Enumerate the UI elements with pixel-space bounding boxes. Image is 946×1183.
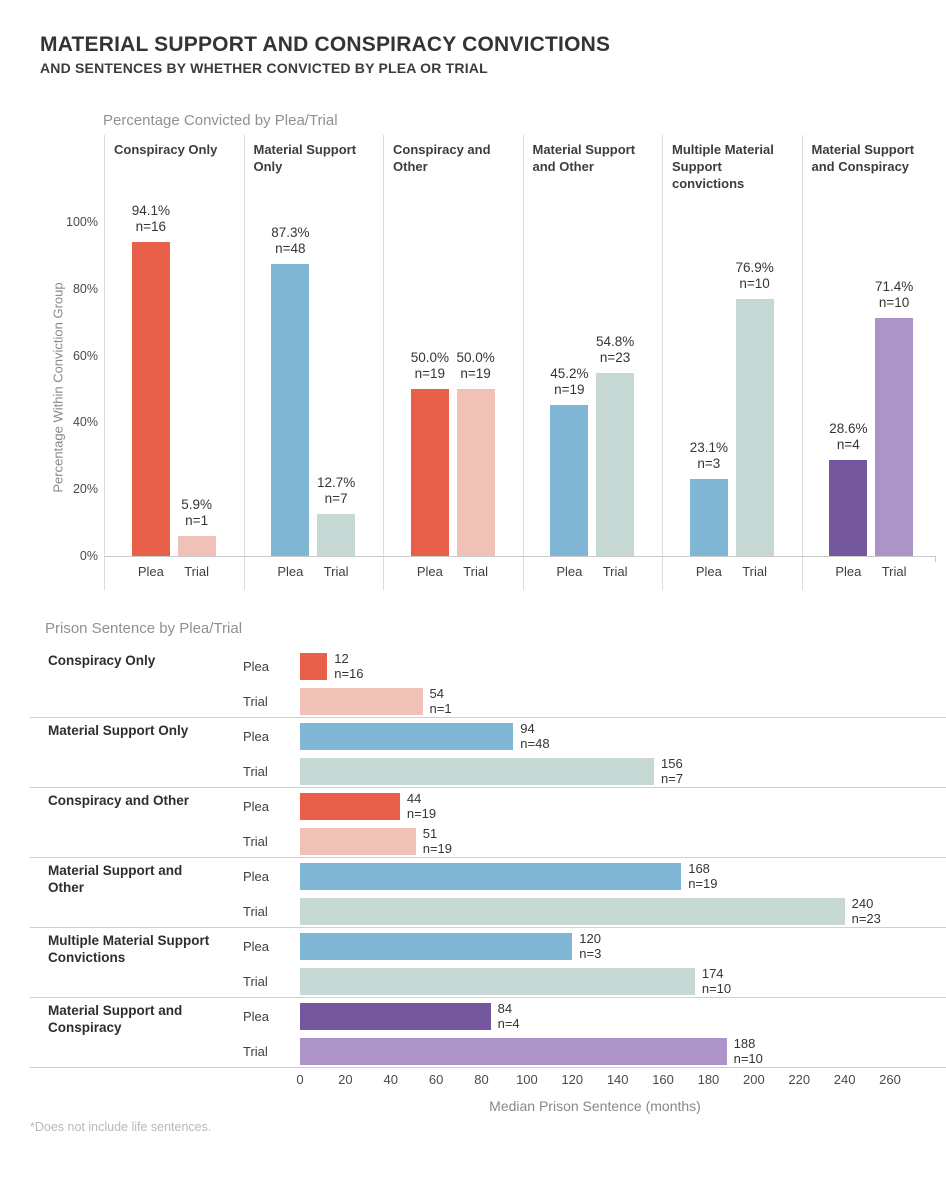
group-separator-line	[30, 787, 946, 788]
n-label: n=10	[701, 981, 732, 996]
trial-bar	[300, 1038, 727, 1065]
plea-bar	[300, 793, 400, 820]
n-label: n=19	[422, 841, 453, 856]
bar-value-label	[291, 475, 381, 507]
plea-bar	[300, 1003, 491, 1030]
x-tick-label: 120	[561, 1072, 584, 1087]
trial-bar	[300, 968, 695, 995]
x-tick-label: 200	[742, 1072, 765, 1087]
percent-label: 45.2%	[550, 366, 589, 382]
percent-label: 23.1%	[689, 439, 728, 455]
y-tick-label: 60%	[72, 348, 98, 363]
group-separator-line	[30, 1067, 946, 1068]
trial-axis-label: Trial	[742, 564, 768, 579]
plea-bar	[300, 933, 572, 960]
y-tick-label: 100%	[66, 215, 98, 229]
trial-row-label: Trial	[243, 834, 268, 849]
plea-axis-label: Plea	[556, 564, 583, 579]
bar-value-label	[334, 651, 363, 681]
bar-value-label	[407, 791, 436, 821]
plea-axis-label: Plea	[416, 564, 443, 579]
group-label: Multiple Material Support convictions	[672, 142, 774, 191]
group-label: Conspiracy Only	[114, 142, 218, 157]
plea-axis-label: Plea	[277, 564, 304, 579]
group-label: Material Support and Conspiracy	[811, 142, 915, 174]
n-label: n=19	[414, 366, 446, 381]
bar-value-label	[520, 721, 549, 751]
n-label: n=23	[851, 911, 881, 926]
trial-axis-label: Trial	[881, 564, 907, 579]
plea-bar	[550, 405, 588, 556]
x-axis-baseline	[104, 556, 936, 557]
n-label: n=7	[661, 771, 684, 786]
bar-value-label	[570, 334, 660, 366]
group-label: Material Support Only	[253, 142, 357, 174]
plea-bar	[300, 863, 681, 890]
plea-bar	[300, 653, 327, 680]
months-label: 188	[733, 1036, 756, 1051]
bar-value-label	[498, 1001, 520, 1031]
trial-axis-label: Trial	[184, 564, 210, 579]
months-label: 54	[429, 686, 444, 701]
group-separator-line	[30, 857, 946, 858]
plea-row-label: Plea	[243, 799, 270, 814]
x-tick-label: 100	[516, 1072, 538, 1087]
trial-bar	[875, 318, 913, 556]
group-separator-line	[30, 997, 946, 998]
row-category-label: Conspiracy and Other	[48, 793, 190, 808]
top-chart-title: Percentage Convicted by Plea/Trial	[103, 112, 338, 129]
plea-axis-label: Plea	[835, 564, 862, 579]
group-separator-line	[30, 717, 946, 718]
row-category-label: Multiple Material Support Convictions	[48, 933, 210, 965]
bottom-chart-title: Prison Sentence by Plea/Trial	[45, 620, 243, 637]
n-label: n=48	[275, 241, 306, 257]
n-label: n=1	[185, 513, 209, 529]
trial-bar	[317, 514, 355, 556]
plea-bar	[690, 479, 728, 556]
x-tick-label: 20	[338, 1072, 353, 1087]
top-chart-y-axis-title: Percentage Within Conviction Group	[50, 282, 66, 493]
x-tick-label: 0	[296, 1072, 304, 1087]
trial-row-label: Trial	[243, 1044, 268, 1059]
months-label: 51	[422, 826, 438, 841]
trial-bar	[300, 828, 416, 855]
trial-bar	[596, 373, 634, 556]
bar-value-label	[152, 497, 242, 529]
bar-value-label	[579, 931, 601, 961]
percent-label: 94.1%	[131, 202, 170, 218]
x-tick-label: 260	[879, 1072, 901, 1087]
n-label: n=23	[599, 349, 631, 365]
y-tick-label: 40%	[72, 415, 98, 430]
percent-label: 50.0%	[456, 350, 495, 365]
percent-label: 50.0%	[410, 350, 449, 365]
n-label: n=19	[554, 382, 585, 398]
percent-label: 71.4%	[874, 278, 914, 294]
percent-label: 76.9%	[735, 260, 774, 276]
bar-value-label	[849, 279, 939, 311]
x-tick-label: 140	[606, 1072, 629, 1087]
n-label: n=48	[520, 736, 550, 751]
plea-axis-label: Plea	[695, 564, 722, 579]
bar-value-label	[734, 1036, 763, 1066]
x-tick-label: 80	[474, 1072, 489, 1087]
n-label: n=16	[135, 218, 167, 234]
trial-bar	[300, 758, 654, 785]
trial-bar	[457, 389, 495, 556]
row-category-label: Conspiracy Only	[48, 653, 156, 668]
trial-row-label: Trial	[243, 694, 268, 709]
footnote: *Does not include life sentences.	[30, 1120, 212, 1134]
trial-bar	[736, 299, 774, 556]
plea-row-label: Plea	[243, 939, 270, 954]
bar-value-label	[688, 861, 717, 891]
trial-bar	[300, 688, 423, 715]
group-panel	[244, 135, 384, 590]
n-label: n=10	[878, 294, 910, 310]
x-tick-label: 180	[697, 1072, 720, 1087]
x-tick-label: 220	[788, 1072, 811, 1087]
bar-value-label	[430, 686, 452, 716]
months-label: 240	[851, 896, 874, 911]
plea-bar	[300, 723, 513, 750]
percent-label: 54.8%	[595, 333, 635, 349]
n-label: n=19	[406, 806, 437, 821]
bar-value-label	[423, 826, 452, 856]
plea-row-label: Plea	[243, 729, 270, 744]
trial-row-label: Trial	[243, 764, 268, 779]
page-title: MATERIAL SUPPORT AND CONSPIRACY CONVICTIONS	[40, 33, 611, 56]
bar-value-label	[661, 756, 683, 786]
x-tick-label: 160	[652, 1072, 674, 1087]
bar-value-label	[710, 260, 800, 292]
trial-axis-label: Trial	[602, 564, 628, 579]
x-axis-end-tick	[935, 556, 936, 562]
months-label: 168	[688, 861, 710, 876]
plea-row-label: Plea	[243, 659, 270, 674]
y-tick-label: 0%	[79, 549, 98, 563]
months-label: 174	[701, 966, 724, 981]
plea-row-label: Plea	[243, 869, 270, 884]
months-label: 156	[661, 756, 683, 771]
group-panel	[802, 135, 942, 590]
bar-value-label	[702, 966, 731, 996]
bar-value-label	[431, 350, 521, 382]
row-category-label: Material Support and Other	[48, 863, 183, 895]
percent-label: 28.6%	[829, 421, 868, 437]
trial-row-label: Trial	[243, 974, 268, 989]
trial-bar	[178, 536, 216, 556]
plea-row-label: Plea	[243, 1009, 270, 1024]
row-category-label: Material Support and Conspiracy	[48, 1003, 183, 1035]
trial-axis-label: Trial	[323, 564, 349, 579]
n-label: n=7	[324, 490, 348, 506]
y-tick-label: 80%	[72, 281, 98, 296]
n-label: n=16	[334, 666, 364, 681]
months-label: 120	[579, 931, 601, 946]
months-label: 84	[497, 1001, 513, 1016]
n-label: n=4	[836, 437, 860, 453]
months-label: 94	[520, 721, 535, 736]
page-subtitle: AND SENTENCES BY WHETHER CONVICTED BY PLEA OR TRIAL	[40, 60, 488, 76]
plea-bar	[411, 389, 449, 556]
n-label: n=10	[733, 1051, 763, 1066]
bar-value-label	[245, 225, 335, 257]
group-separator-line	[30, 927, 946, 928]
y-tick-label: 20%	[72, 482, 98, 497]
months-label: 12	[334, 651, 349, 666]
x-tick-label: 240	[833, 1072, 856, 1087]
n-label: n=19	[688, 876, 718, 891]
prison-sentence-chart	[0, 620, 946, 1100]
bar-value-label	[852, 896, 881, 926]
percent-label: 12.7%	[316, 474, 356, 490]
group-label: Conspiracy and Other	[393, 142, 491, 174]
percent-label: 5.9%	[181, 497, 213, 513]
x-tick-label: 60	[428, 1072, 444, 1087]
n-label: n=3	[697, 455, 721, 471]
x-tick-label: 40	[383, 1072, 398, 1087]
trial-bar	[300, 898, 845, 925]
trial-row-label: Trial	[243, 904, 268, 919]
n-label: n=10	[739, 276, 770, 292]
n-label: n=3	[579, 946, 602, 961]
trial-axis-label: Trial	[463, 564, 489, 579]
group-panel	[662, 135, 802, 590]
bottom-chart-x-axis-title: Median Prison Sentence (months)	[489, 1098, 701, 1114]
n-label: n=1	[429, 701, 452, 716]
months-label: 44	[406, 791, 422, 806]
n-label: n=4	[497, 1016, 520, 1031]
plea-bar	[829, 460, 867, 556]
group-label: Material Support and Other	[532, 142, 636, 174]
percent-label: 87.3%	[271, 225, 310, 241]
row-category-label: Material Support Only	[48, 723, 189, 738]
n-label: n=19	[460, 366, 491, 381]
plea-bar	[271, 264, 309, 556]
bar-value-label	[106, 203, 196, 235]
plea-axis-label: Plea	[137, 564, 164, 579]
